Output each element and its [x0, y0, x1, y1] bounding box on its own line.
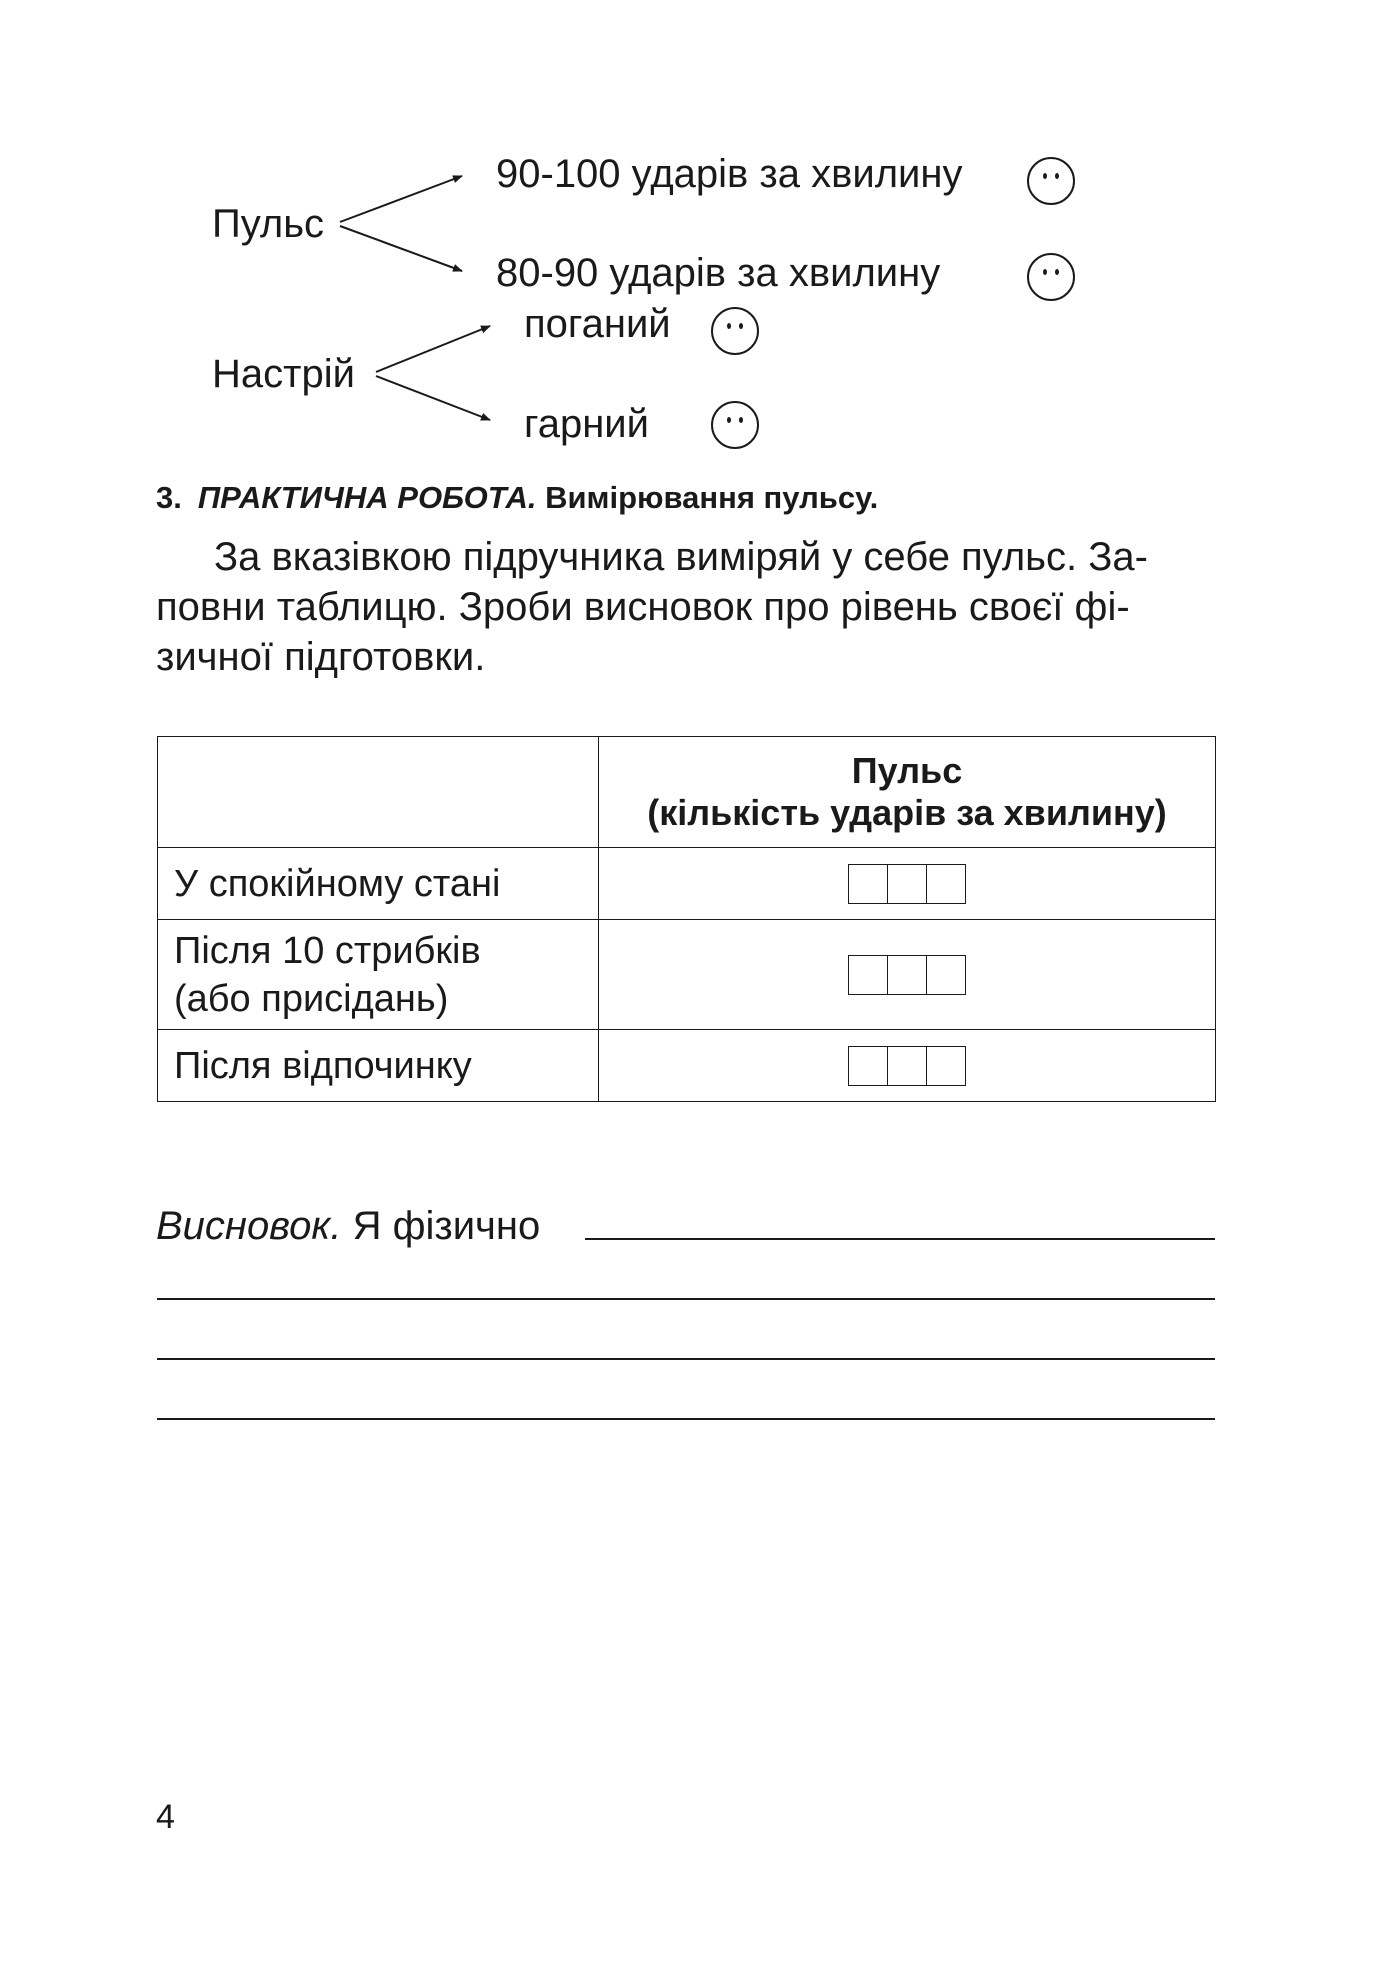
digit-box[interactable] — [927, 955, 966, 995]
row-label: Після відпочинку — [158, 1030, 599, 1102]
pulse-digit-boxes[interactable] — [599, 955, 1215, 995]
face-blank-icon[interactable] — [710, 400, 760, 450]
answer-line[interactable] — [157, 1298, 1215, 1300]
table-header-empty-cell — [158, 737, 599, 848]
row-label — [158, 920, 599, 1030]
task-heading — [156, 480, 878, 516]
page-number: 4 — [156, 1798, 175, 1836]
table-header-line2: (кількість ударів за хвилину) — [647, 792, 1167, 833]
mood-label: Настрій — [212, 352, 355, 396]
conclusion-prompt — [156, 1204, 540, 1249]
pulse-input-cell — [599, 848, 1216, 920]
pulse-digit-boxes[interactable] — [599, 1046, 1215, 1086]
pulse-label: Пульс — [212, 202, 325, 246]
task-title-caps: ПРАКТИЧНА РОБОТА. — [197, 480, 537, 515]
digit-box[interactable] — [927, 864, 966, 904]
task-instructions — [156, 532, 1216, 682]
mood-option-bad: поганий — [524, 302, 671, 346]
pulse-input-cell — [599, 920, 1216, 1030]
row-label-line1: Після 10 стрибків — [174, 929, 481, 972]
table-row — [158, 1030, 1216, 1102]
row-label-line2: (або присідань) — [174, 977, 449, 1020]
answer-line[interactable] — [157, 1418, 1215, 1420]
task-title: Вимірювання пульсу. — [545, 480, 879, 515]
diagram-arrows — [0, 0, 1378, 470]
pulse-table — [157, 736, 1216, 1102]
digit-box[interactable] — [888, 864, 927, 904]
instruction-line: За вказівкою підручника виміряй у себе пульс. За- — [214, 535, 1148, 579]
digit-box[interactable] — [927, 1046, 966, 1086]
table-header-pulse — [599, 737, 1216, 848]
face-blank-icon[interactable] — [1026, 156, 1076, 206]
instruction-line: повни таблицю. Зроби висновок про рівень своєї фі- — [156, 585, 1130, 629]
pulse-option-90-100: 90-100 ударів за хвилину — [496, 152, 963, 196]
digit-box[interactable] — [848, 955, 888, 995]
mood-option-good: гарний — [524, 402, 649, 446]
face-blank-icon[interactable] — [1026, 252, 1076, 302]
table-row — [158, 920, 1216, 1030]
table-header-line1: Пульс — [851, 750, 963, 791]
table-row — [158, 848, 1216, 920]
conclusion-text: Я фізично — [352, 1204, 541, 1248]
answer-line[interactable] — [585, 1238, 1215, 1240]
pulse-digit-boxes[interactable] — [599, 864, 1215, 904]
row-label: У спокійному стані — [158, 848, 599, 920]
digit-box[interactable] — [848, 1046, 888, 1086]
table-header-row — [158, 737, 1216, 848]
digit-box[interactable] — [888, 955, 927, 995]
pulse-input-cell — [599, 1030, 1216, 1102]
answer-line[interactable] — [157, 1358, 1215, 1360]
digit-box[interactable] — [848, 864, 888, 904]
face-blank-icon[interactable] — [710, 306, 760, 356]
digit-box[interactable] — [888, 1046, 927, 1086]
instruction-line: зичної підготовки. — [156, 635, 486, 679]
pulse-option-80-90: 80-90 ударів за хвилину — [496, 251, 941, 295]
conclusion-label: Висновок. — [156, 1204, 342, 1248]
task-number: 3. — [156, 480, 182, 515]
